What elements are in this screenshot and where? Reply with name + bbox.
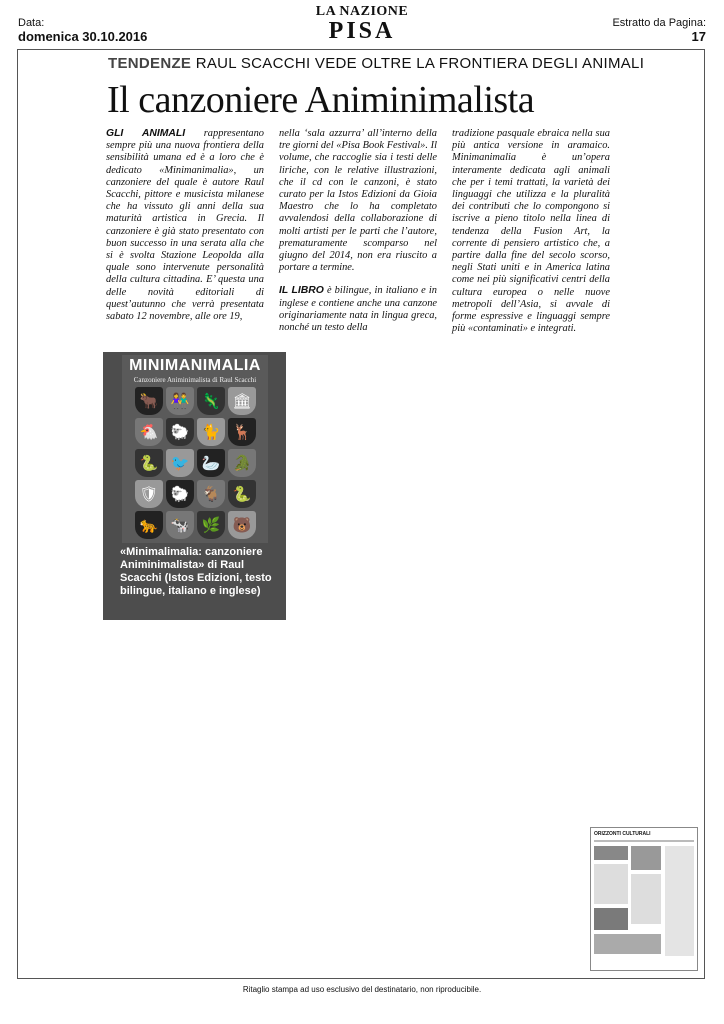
cover-illustration-tile: 🐈: [197, 418, 225, 446]
thumbnail-photo-2: [631, 846, 661, 870]
page-number: 17: [691, 29, 706, 44]
page-thumbnail: [590, 827, 698, 971]
book-caption: «Minimalimalia: canzoniere Animinimalista» di Raul Scacchi (Istos Edizioni, testo bilingue, italiano e inglese): [120, 546, 272, 597]
cover-illustration-tile: 🐍: [135, 449, 163, 477]
thumbnail-text-block-2: [631, 874, 661, 924]
cover-illustration-tile: 🐍: [228, 480, 256, 508]
cover-illustration-tile: 🦢: [197, 449, 225, 477]
cover-illustration-tile: 🐑: [166, 480, 194, 508]
cover-illustration-tile: 🐂: [135, 387, 163, 415]
thumbnail-photo-4: [594, 934, 661, 954]
cover-illustration-tile: 🏛: [228, 387, 256, 415]
thumbnail-photo-3: [594, 908, 628, 930]
page-label: Estratto da Pagina:: [612, 17, 706, 29]
cover-subtitle: Canzoniere Animinimalista di Raul Scacchi: [133, 376, 257, 384]
cover-illustration-tile: 🐄: [166, 511, 194, 539]
article-title: Il canzoniere Animinimalista: [107, 79, 535, 121]
col1-lead: GLI ANIMALI: [106, 128, 186, 139]
thumbnail-label: ORIZZONTI CULTURALI: [594, 831, 651, 837]
article-column-3: [452, 128, 610, 346]
article-column-2: [279, 128, 437, 345]
cover-tile-grid: [135, 387, 255, 539]
date-value: domenica 30.10.2016: [18, 29, 148, 44]
cover-illustration-tile: 🐔: [135, 418, 163, 446]
cover-illustration-tile: 🐦: [166, 449, 194, 477]
col2-text-2: è bilingue, in italiano e in inglese e contiene anche una canzone originariamente nata in lingua greca, nonché un testo della: [279, 285, 437, 334]
cover-illustration-tile: 🌿: [197, 511, 225, 539]
cover-illustration-tile: 🐑: [166, 418, 194, 446]
thumbnail-photo-1: [594, 846, 628, 860]
footer-notice: Ritaglio stampa ad uso esclusivo del destinatario, non riproducibile.: [242, 985, 482, 994]
col3-text: tradizione pasquale ebraica nella sua più antica versione in aramaico. Minimanimalia è un’opera interamente dedicata agli animali che per i temi trattati, la varietà dei linguaggi che utilizza e la pluralità dei contributi che lo compongono si iscrive a pieno titolo nella linea di tendenza della Fusion Art, la corrente di pensiero artistico che, a partire dalla fine del secolo scorso, negli Stati uniti e in America latina come nei più significativi centri della cultura europea o nelle nuove metropoli dell’Asia, si avvale di forme espressive e linguaggi sempre più «contaminati» e integrati.: [452, 128, 610, 335]
edition-city: PISA: [328, 18, 396, 44]
date-label: Data:: [18, 17, 45, 29]
col2-lead: IL LIBRO: [279, 285, 324, 297]
publication-name: LA NAZIONE: [315, 4, 409, 19]
thumbnail-rule: [594, 840, 694, 842]
thumbnail-side-column: [665, 846, 694, 956]
cover-illustration-tile: 🐆: [135, 511, 163, 539]
book-cover: [122, 355, 268, 543]
page-block: [612, 16, 706, 44]
col2-text: nella ‘sala azzurra’ all’interno della tre giorni del «Pisa Book Festival». Il volume, che raccoglie sia i testi delle liriche, con le relative illustrazioni, che il cd con le canzoni, è stato curato per la Istos Edizioni da Gioia Maestro che lo ha completato avvalendosi della collaborazione di molti artisti per le parti che l’autore, prematuramente scomparso nel giugno del 2014, non era riuscito a portare a termine.: [279, 128, 437, 274]
kicker-text: RAUL SCACCHI VEDE OLTRE LA FRONTIERA DEGLI ANIMALI: [195, 55, 645, 72]
cover-illustration-tile: 🦌: [228, 418, 256, 446]
cover-illustration-tile: 🐐: [197, 480, 225, 508]
col1-text: rappresentano sempre più una nuova frontiera della sensibilità umana ed è a loro che è dedicato «Minimanimalia», un canzoniere del quale è autore Raul Scacchi, pittore e musicista milanese che ha vissuto gli anni della sua maturità artistica in Grecia. Il canzoniere è già stato presentato con buon successo in una serata alla che si è svolta Stazione Leopolda alla quale sono intervenute personalità della cultura cittadina. E’ questa una delle novità editoriali di quest’autunno che verrà presentata sabato 12 novembre, alle ore 19,: [106, 128, 264, 323]
kicker-tag: TENDENZE: [108, 55, 192, 72]
cover-title: MINIMANIMALIA: [129, 357, 261, 374]
cover-illustration-tile: 🐻: [228, 511, 256, 539]
cover-illustration-tile: 🐊: [228, 449, 256, 477]
book-image-box: [103, 352, 286, 620]
thumbnail-text-block: [594, 864, 628, 904]
article-kicker: [108, 55, 644, 72]
cover-illustration-tile: 🦎: [197, 387, 225, 415]
article-column-1: [106, 128, 264, 334]
cover-illustration-tile: 🛡: [135, 480, 163, 508]
cover-illustration-tile: 👫: [166, 387, 194, 415]
